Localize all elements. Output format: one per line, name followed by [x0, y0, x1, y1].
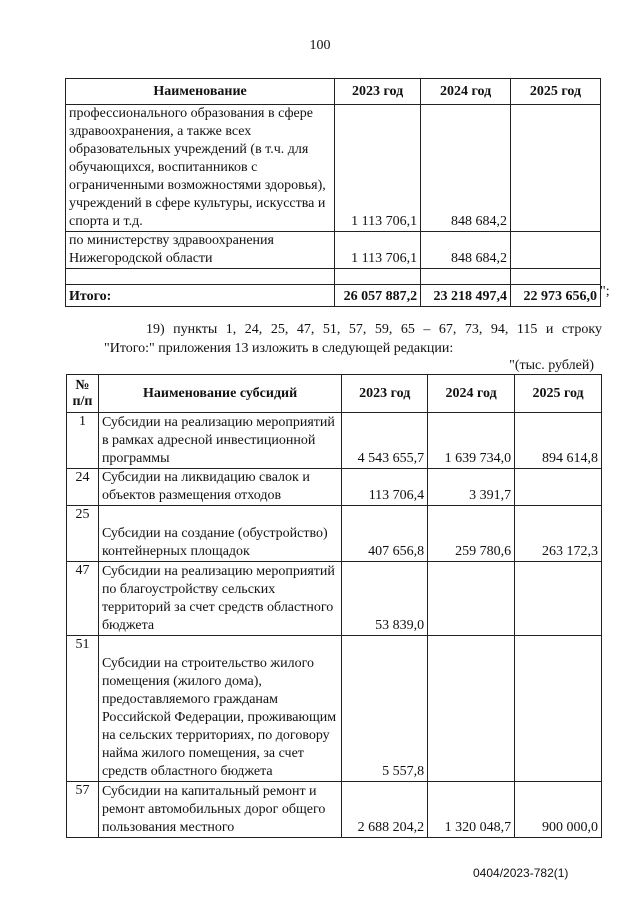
row-2024: 3 391,7 — [428, 469, 515, 506]
row-2025: 900 000,0 — [515, 782, 602, 838]
row-2025 — [515, 562, 602, 636]
row-2024 — [428, 636, 515, 782]
row-name: Субсидии на строительство жилого помещения (жилого дома), предоставляемого гражданам Российской Федерации, проживающим на сельских территориях, по договору найма жилого помещения, за счет средств областного бюджета — [98, 636, 341, 782]
total-2024: 23 218 497,4 — [421, 285, 511, 307]
row-2023: 53 839,0 — [342, 562, 428, 636]
row-2023: 4 543 655,7 — [342, 413, 428, 469]
row-2023: 1 113 706,1 — [335, 105, 421, 232]
units-label: "(тыс. рублей) — [509, 358, 594, 373]
table-continuation — [65, 78, 601, 307]
table-row — [67, 562, 602, 636]
row-2024: 1 320 048,7 — [428, 782, 515, 838]
row-name: Субсидии на реализацию мероприятий по благоустройству сельских территорий за счет средств областного бюджета — [98, 562, 341, 636]
table-row — [66, 232, 601, 269]
total-label: Итого: — [66, 285, 335, 307]
col-header-num: № п/п — [67, 375, 99, 413]
amendment-paragraph-line2: "Итого:" приложения 13 изложить в следующей редакции: — [104, 341, 454, 356]
row-2025 — [515, 469, 602, 506]
amendment-paragraph-line1: 19) пункты 1, 24, 25, 47, 51, 57, 59, 65 – 67, 73, 94, 115 и строку — [146, 322, 602, 337]
total-row — [66, 285, 601, 307]
col-header-name: Наименование — [66, 79, 335, 105]
table-header-row — [67, 375, 602, 413]
col-header-2025: 2025 год — [511, 79, 601, 105]
row-2023: 1 113 706,1 — [335, 232, 421, 269]
col-header-2024: 2024 год — [428, 375, 515, 413]
table-header-row — [66, 79, 601, 105]
col-header-2023: 2023 год — [335, 79, 421, 105]
table-row — [67, 413, 602, 469]
total-2025: 22 973 656,0 — [511, 285, 601, 307]
document-code: 0404/2023-782(1) — [473, 866, 569, 880]
total-2023: 26 057 887,2 — [335, 285, 421, 307]
row-2023: 2 688 204,2 — [342, 782, 428, 838]
row-2025: 263 172,3 — [515, 506, 602, 562]
closing-quote: "; — [600, 284, 610, 299]
row-2023: 113 706,4 — [342, 469, 428, 506]
row-2025 — [511, 232, 601, 269]
table-row — [67, 782, 602, 838]
row-2023: 407 656,8 — [342, 506, 428, 562]
row-2024: 1 639 734,0 — [428, 413, 515, 469]
row-num: 47 — [67, 562, 99, 636]
col-header-2023: 2023 год — [342, 375, 428, 413]
row-num: 51 — [67, 636, 99, 782]
col-header-name: Наименование субсидий — [98, 375, 341, 413]
row-name: по министерству здравоохранения Нижегородской области — [66, 232, 335, 269]
row-2025 — [511, 105, 601, 232]
table-row — [66, 105, 601, 232]
row-num: 1 — [67, 413, 99, 469]
row-name: Субсидии на капитальный ремонт и ремонт автомобильных дорог общего пользования местного — [98, 782, 341, 838]
row-2024: 259 780,6 — [428, 506, 515, 562]
row-num: 24 — [67, 469, 99, 506]
subsidies-table — [66, 374, 602, 838]
row-2024: 848 684,2 — [421, 105, 511, 232]
row-num: 25 — [67, 506, 99, 562]
row-name: Субсидии на реализацию мероприятий в рамках адресной инвестиционной программы — [98, 413, 341, 469]
col-header-2024: 2024 год — [421, 79, 511, 105]
table-row — [67, 636, 602, 782]
empty-row — [66, 269, 601, 285]
row-2025 — [515, 636, 602, 782]
row-name: Субсидии на ликвидацию свалок и объектов размещения отходов — [98, 469, 341, 506]
row-2025: 894 614,8 — [515, 413, 602, 469]
table-row — [67, 469, 602, 506]
row-name: Субсидии на создание (обустройство) контейнерных площадок — [98, 506, 341, 562]
row-2024 — [428, 562, 515, 636]
col-header-2025: 2025 год — [515, 375, 602, 413]
row-2023: 5 557,8 — [342, 636, 428, 782]
row-2024: 848 684,2 — [421, 232, 511, 269]
page-number: 100 — [309, 38, 331, 53]
table-row — [67, 506, 602, 562]
row-num: 57 — [67, 782, 99, 838]
row-name: профессионального образования в сфере здравоохранения, а также всех образовательных учреждений (в т.ч. для обучающихся, воспитанников с ограниченными возможностями здоровья), учреждений в сфере культуры, искусства и спорта и т.д. — [66, 105, 335, 232]
